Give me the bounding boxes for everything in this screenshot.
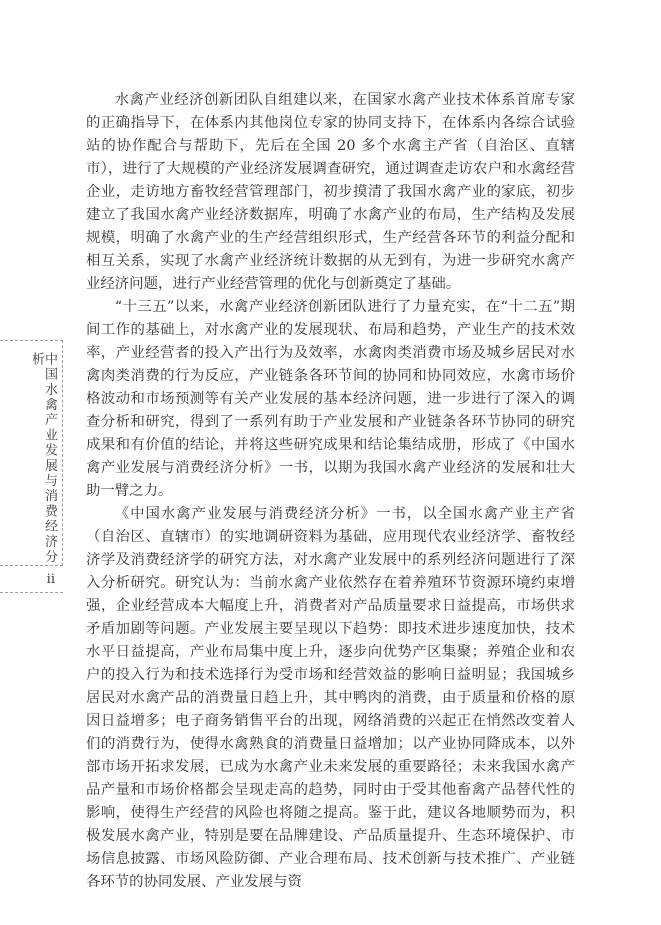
page-number: ii bbox=[46, 571, 55, 587]
paragraph: 《中国水禽产业发展与消费经济分析》一书，以全国水禽产业主产省（自治区、直辖市）的实地调研资料为基础，应用现代农业经济学、畜牧经济学及消费经济学的研究方法，对水禽产业发展中的系列经济问题进行了深入分析研究。研究认为：当前水禽产业依然存在着养殖环节资源环境约束增强，企业经营成本大幅度上升，消费者对产品质量要求日益提高，市场供求矛盾加剧等问题。产业发展主要呈现以下趋势：即技术进步速度加快，技术水平日益提高，产业布局集中度上升，逐步向优势产区集聚；养殖企业和农户的投入行为和技术选择行为受市场和经营效益的影响日益明显；我国城乡居民对水禽产品的消费量日趋上升，其中鸭肉的消费，由于质量和价格的原因日益增多；电子商务销售平台的出现，网络消费的兴起正在悄然改变着人们的消费行为，使得水禽熟食的消费量日益增加；以产业协同降成本，以外部市场开拓求发展，已成为水禽产业未来发展的重要路径；未来我国水禽产品产量和市场价格都会呈现走高的趋势，同时由于受其他畜禽产品替代性的影响，使得生产经营的风险也将随之提高。鉴于此，建议各地顺势而为，积极发展水禽产业，特别是要在品牌建设、产品质量提升、生态环境保护、市场信息披露、市场风险防御、产业合理布局、技术创新与技术推广、产业链各环节的协同发展、产业发展与资 bbox=[86, 506, 575, 890]
paragraph: “十三五”以来，水禽产业经济创新团队进行了力量充实，在“十二五”期间工作的基础上，对水禽产业的发展现状、布局和趋势，产业生产的技术效率，产业经营者的投入产出行为及效率，水禽肉类消费市场及城乡居民对水禽肉类消费的行为反应，产业链条各环节间的协同和协同效应，水禽市场价格波动和市场预测等有关产业发展的基本经济问题，进一步进行了深入的调查分析和研究，得到了一系列有助于产业发展和产业链条各环节协同的研究成果和有价值的结论，并将这些研究成果和结论集结成册，形成了《中国水禽产业发展与消费经济分析》一书，以期为我国水禽产业经济的发展和壮大助一臂之力。 bbox=[86, 299, 575, 499]
paragraph: 水禽产业经济创新团队自组建以来，在国家水禽产业技术体系首席专家的正确指导下，在体系内其他岗位专家的协同支持下，在体系内各综合试验站的协作配合与帮助下，先后在全国 20 多个水禽主产省（自治区、直辖市），进行了大规模的产业经济发展调查研究，通过调查走访农户和水禽经营企业，走访地方畜牧经营管理部门，初步摸清了我国水禽产业的家底，初步建立了我国水禽产业经济数据库，明确了水禽产业的布局，生产结构及发展规模，明确了水禽产业的生产经营组织形式，生产经营各环节的利益分配和相互关系，实现了水禽产业经济统计数据的从无到有，为进一步研究水禽产业经济问题，进行产业经营管理的优化与创新奠定了基础。 bbox=[86, 92, 575, 292]
book-title-vertical: 中国水禽产业发展与消费经济分析 bbox=[29, 352, 57, 565]
sidebar-title-box bbox=[0, 340, 63, 566]
preface-text-block bbox=[86, 89, 575, 894]
sidebar bbox=[0, 340, 63, 593]
page-number-row bbox=[0, 566, 63, 593]
